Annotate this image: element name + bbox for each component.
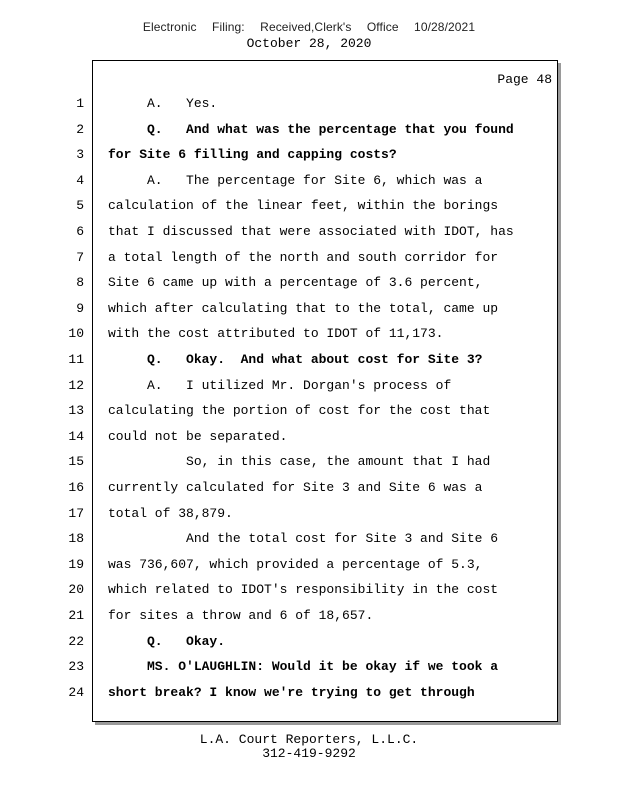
line-text: calculating the portion of cost for the cost that [108,403,491,419]
line-text: So, in this case, the amount that I had [108,454,491,470]
line-text: And the total cost for Site 3 and Site 6 [108,531,499,547]
transcript-line [0,429,560,455]
filing-stamp [0,20,618,34]
line-number: 21 [68,608,84,623]
transcript-line [0,582,560,608]
transcript-line [0,122,560,148]
line-number: 20 [68,582,84,598]
line-text: A. The percentage for Site 6, which was a [108,172,483,188]
line-text: a total length of the north and south corridor for [108,249,499,265]
transcript-line [0,403,560,429]
transcript-line [0,506,560,532]
filing-stamp-part: 10/28/2021 [414,20,476,34]
transcript-line [0,352,560,378]
line-text: MS. O'LAUGHLIN: Would it be okay if we took a [108,659,499,675]
line-number: 8 [76,275,84,291]
transcript-line [0,454,560,480]
transcript-line [0,275,560,301]
transcript-line [0,634,560,660]
line-number: 10 [68,326,84,342]
line-text: which after calculating that to the total, came up [108,300,499,316]
line-text: A. I utilized Mr. Dorgan's process of [108,377,452,393]
line-text: A. Yes. [108,96,218,111]
transcript-line [0,480,560,506]
transcript-line [0,659,560,685]
transcript-line [0,173,560,199]
transcript-line [0,250,560,276]
line-text: Q. And what was the percentage that you found [108,121,514,137]
filing-stamp-part: Received,Clerk's [260,20,352,34]
line-text: Q. Okay. [108,633,226,649]
line-number: 13 [68,403,84,419]
line-number: 7 [76,249,84,265]
line-number: 22 [68,633,84,649]
line-text: for Site 6 filling and capping costs? [108,147,397,163]
line-number: 12 [68,377,84,393]
line-text: currently calculated for Site 3 and Site 6 was a [108,480,483,495]
line-number: 15 [68,454,84,470]
transcript-date: October 28, 2020 [246,36,372,51]
line-number: 5 [76,198,84,214]
line-number: 24 [68,684,84,700]
page-number: Page 48 [497,72,552,87]
line-number: 3 [76,147,84,163]
line-text: for sites a throw and 6 of 18,657. [108,608,374,623]
line-text: which related to IDOT's responsibility in the cost [108,582,499,598]
reporter-phone: 312-419-9292 [262,746,356,761]
line-text: short break? I know we're trying to get through [108,684,475,700]
line-text: was 736,607, which provided a percentage of 5.3, [108,556,483,572]
line-number: 18 [68,531,84,547]
line-text: that I discussed that were associated with IDOT, has [108,224,514,239]
line-number: 23 [68,659,84,675]
line-text: Q. Okay. And what about cost for Site 3? [108,352,483,367]
line-number: 2 [76,121,84,137]
filing-stamp-part: Office [366,20,399,34]
line-text: with the cost attributed to IDOT of 11,173. [108,326,444,342]
transcript-line [0,326,560,352]
transcript-line [0,608,560,634]
line-number: 1 [76,96,84,111]
transcript-line [0,96,560,122]
line-number: 9 [76,300,84,316]
transcript-line [0,685,560,711]
transcript-line [0,301,560,327]
reporter-company: L.A. Court Reporters, L.L.C. [199,732,419,747]
line-number: 19 [68,556,84,572]
line-text: calculation of the linear feet, within the borings [108,198,499,214]
line-number: 14 [68,428,84,444]
filing-stamp-part: Filing: [212,20,245,34]
footer [0,733,618,761]
transcript-line [0,198,560,224]
transcript-line [0,224,560,250]
line-text: could not be separated. [108,428,288,444]
line-text: Site 6 came up with a percentage of 3.6 percent, [108,275,483,291]
line-number: 16 [68,480,84,495]
filing-stamp-part: Electronic [142,20,197,34]
transcript-line [0,531,560,557]
line-number: 11 [68,352,84,367]
transcript-line [0,557,560,583]
line-number: 6 [76,224,84,239]
line-number: 17 [68,505,84,521]
transcript-line [0,378,560,404]
transcript-line [0,147,560,173]
line-number: 4 [76,172,84,188]
line-text: total of 38,879. [108,505,233,521]
